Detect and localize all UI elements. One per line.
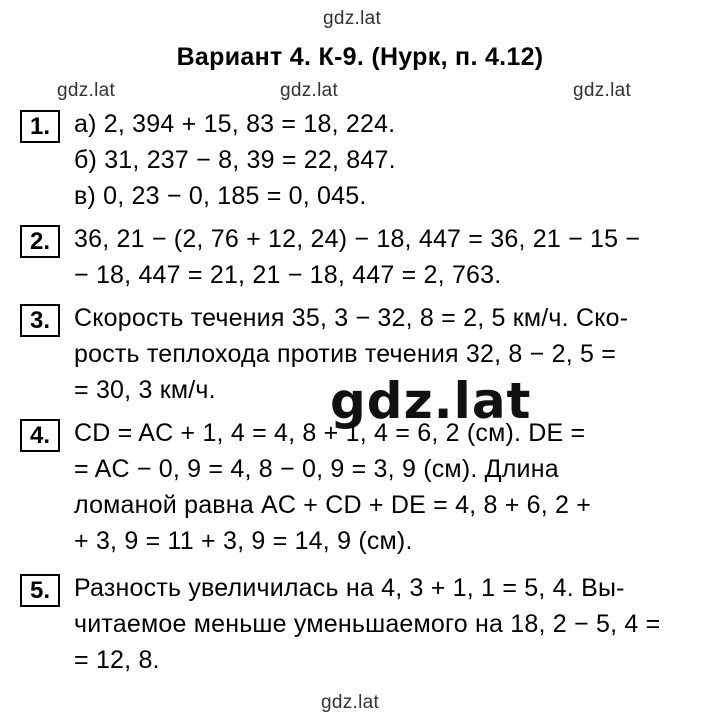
task-line: читаемое меньше уменьшаемого на 18, 2 − 5, 4 = xyxy=(74,610,661,638)
task-line: = 12, 8. xyxy=(74,646,160,674)
task-number: 2. xyxy=(20,225,60,258)
watermark-top: gdz.lat xyxy=(323,8,382,29)
watermark-left: gdz.lat xyxy=(57,80,116,101)
task-3 xyxy=(20,302,710,412)
task-line: Разность увеличилась на 4, 3 + 1, 1 = 5, 4. Вы- xyxy=(74,574,625,602)
task-line: рость теплохода против течения 32, 8 − 2, 5 = xyxy=(74,340,617,368)
task-line: Скорость течения 35, 3 − 32, 8 = 2, 5 км/ч. Ско- xyxy=(74,304,629,332)
watermark-bottom: gdz.lat xyxy=(321,692,380,713)
task-line: б) 31, 237 − 8, 39 = 22, 847. xyxy=(74,146,396,174)
task-number: 1. xyxy=(20,110,60,143)
task-2 xyxy=(20,223,710,295)
task-number: 5. xyxy=(20,574,60,607)
task-number: 3. xyxy=(20,304,60,337)
task-line: + 3, 9 = 11 + 3, 9 = 14, 9 (см). xyxy=(74,527,413,555)
task-line: в) 0, 23 − 0, 185 = 0, 045. xyxy=(74,182,367,210)
task-line: − 18, 447 = 21, 21 − 18, 447 = 2, 763. xyxy=(74,261,502,289)
task-line: = 30, 3 км/ч. xyxy=(74,376,216,404)
watermark-right: gdz.lat xyxy=(573,80,632,101)
watermark-center: gdz.lat xyxy=(280,80,339,101)
task-1 xyxy=(20,108,710,218)
task-line: а) 2, 394 + 15, 83 = 18, 224. xyxy=(74,110,396,138)
task-number: 4. xyxy=(20,419,60,452)
task-5 xyxy=(20,572,710,682)
page-title: Вариант 4. К-9. (Нурк, п. 4.12) xyxy=(176,43,544,71)
watermark-big: gdz.lat xyxy=(330,372,532,430)
task-line: CD = AC + 1, 4 = 4, 8 + 1, 4 = 6, 2 (см). DE = xyxy=(74,419,586,447)
task-line: = AC − 0, 9 = 4, 8 − 0, 9 = 3, 9 (см). Длина xyxy=(74,455,559,483)
task-4 xyxy=(20,417,710,565)
task-line: ломаной равна AC + CD + DE = 4, 8 + 6, 2 + xyxy=(74,491,592,519)
task-line: 36, 21 − (2, 76 + 12, 24) − 18, 447 = 36, 21 − 15 − xyxy=(74,225,641,253)
